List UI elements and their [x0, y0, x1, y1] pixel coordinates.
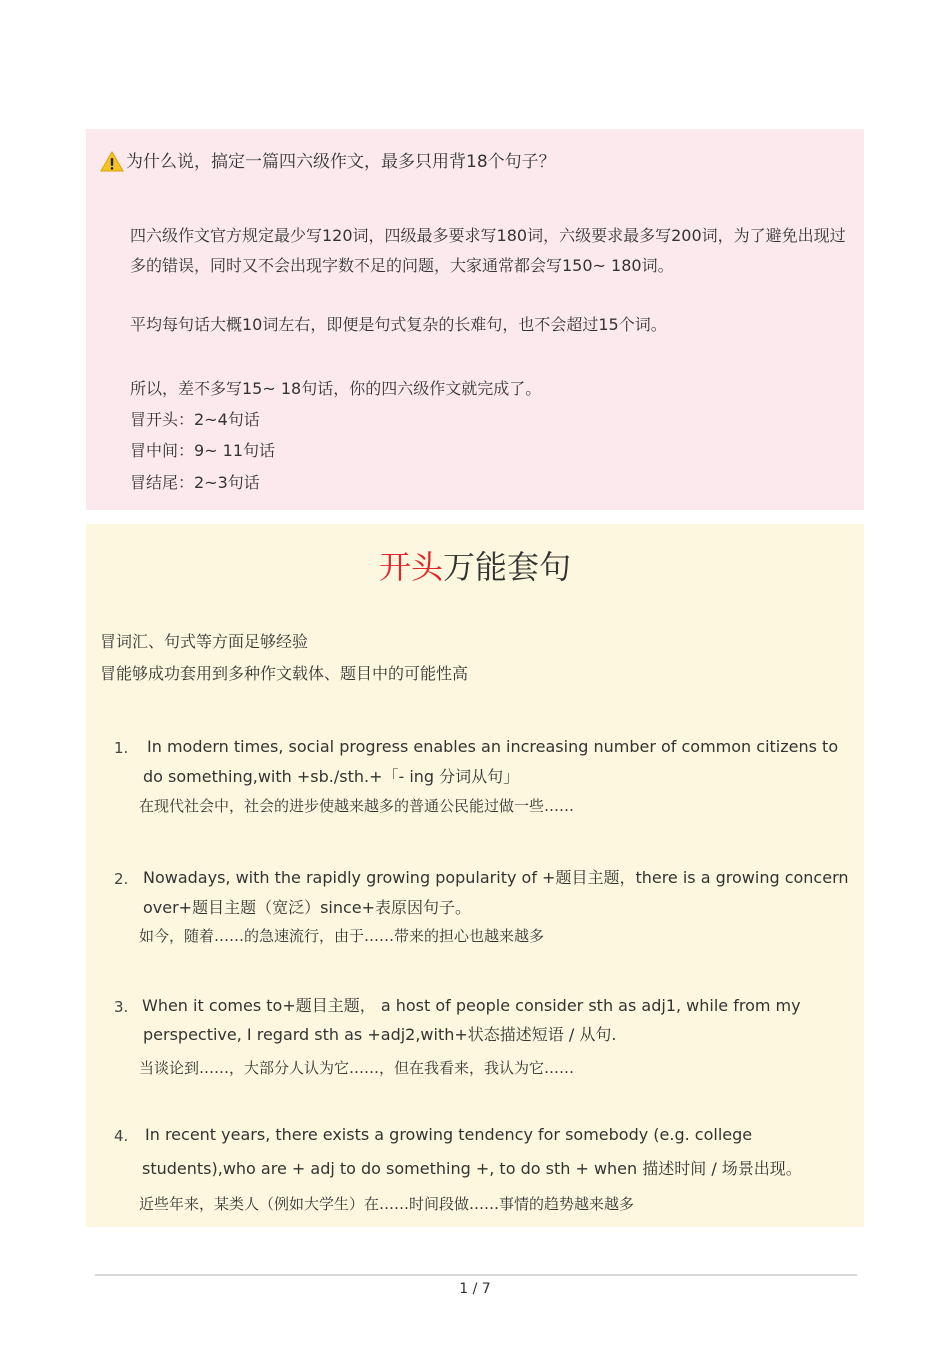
item-3-number: 3. [114, 998, 129, 1016]
item-4-english-line-2: students),who are + adj to do something +, to do sth + when 描述时间 / 场景出现。 [142, 1159, 802, 1178]
item-4-chinese: 近些年来，某类人（例如大学生）在……时间段做……事情的趋势越来越多 [139, 1195, 635, 1213]
footer-divider [95, 1274, 857, 1276]
section-title-rest: 万能套句 [443, 548, 572, 586]
intro-paragraph-1-line-2: 多的错误，同时又不会出现字数不足的问题，大家通常都会写150~ 180词。 [130, 256, 674, 275]
item-2-english-line-1: Nowadays, with the rapidly growing popularity of +题目主题，there is a growing concern [143, 868, 849, 887]
warning-icon [100, 150, 124, 174]
intro-bullet-middle: 冒中间：9~ 11句话 [130, 441, 276, 460]
item-2-chinese: 如今，随着……的急速流行，由于……带来的担心也越来越多 [139, 927, 545, 945]
item-4-english-line-1: In recent years, there exists a growing tendency for somebody (e.g. college [145, 1125, 753, 1144]
item-4-number: 4. [114, 1127, 129, 1145]
section-note-1: 冒词汇、句式等方面足够经验 [100, 632, 309, 651]
intro-paragraph-1-line-1: 四六级作文官方规定最少写120词，四级最多要求写180词，六级要求最多写200词，为了避免出现过 [130, 226, 846, 245]
item-1-chinese: 在现代社会中，社会的进步使越来越多的普通公民能过做一些…… [139, 797, 575, 815]
item-3-chinese: 当谈论到……，大部分人认为它……，但在我看来，我认为它…… [139, 1059, 575, 1077]
section-title-highlight: 开头 [378, 548, 443, 586]
item-1-number: 1. [114, 739, 129, 757]
section-note-2: 冒能够成功套用到多种作文载体、题目中的可能性高 [100, 664, 469, 683]
intro-paragraph-2: 平均每句话大概10词左右，即便是句式复杂的长难句，也不会超过15个词。 [130, 315, 667, 334]
intro-paragraph-3: 所以，差不多写15~ 18句话，你的四六级作文就完成了。 [130, 379, 542, 398]
page-number: 1 / 7 [459, 1281, 491, 1297]
item-2-number: 2. [114, 870, 129, 888]
intro-bullet-ending: 冒结尾：2~3句话 [130, 473, 260, 492]
intro-heading: 为什么说，搞定一篇四六级作文，最多只用背18个句子？ [126, 152, 556, 172]
intro-bullet-opening: 冒开头：2~4句话 [130, 410, 260, 429]
item-3-english-line-1: When it comes to+题目主题， a host of people consider sth as adj1, while from my [142, 996, 801, 1015]
item-2-english-line-2: over+题目主题（宽泛）since+表原因句子。 [143, 898, 472, 917]
item-1-english-line-2: do something,with +sb./sth.+「- ing 分词从句」 [143, 767, 520, 786]
item-3-english-line-2: perspective, I regard sth as +adj2,with+状态描述短语 / 从句. [143, 1025, 617, 1044]
item-1-english-line-1: In modern times, social progress enables an increasing number of common citizens to [147, 737, 839, 756]
section-title [0, 545, 950, 589]
